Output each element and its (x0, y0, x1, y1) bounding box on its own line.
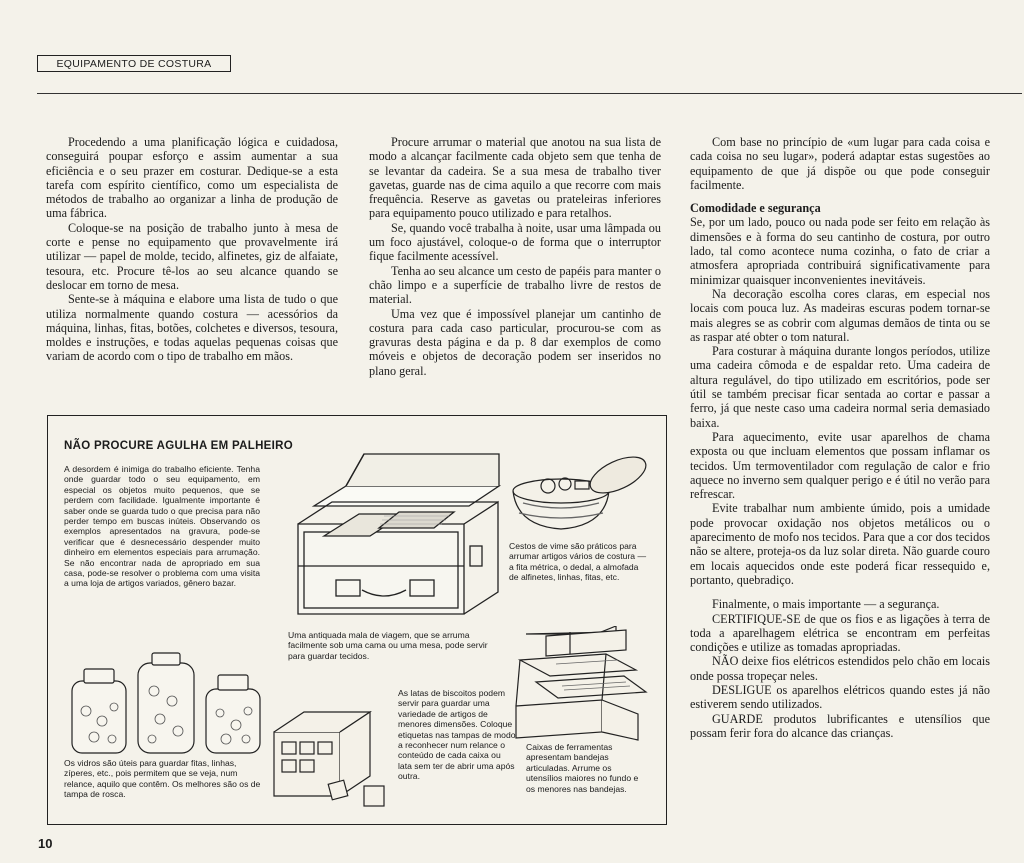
paragraph: Com base no princípio de «um lugar para cada coisa e cada coisa no seu lugar», poderá adaptar estas sugestões ao equipamento de que já dispõe ou que pode conseguir facilmente. (690, 135, 990, 192)
tip-box (47, 415, 667, 825)
header-rule (37, 93, 1022, 94)
paragraph: NÃO deixe fios elétricos estendidos pelo chão em locais onde possa tropeçar neles. (690, 654, 990, 683)
tins-caption: As latas de biscoitos podem servir para guardar uma variedade de artigos de menores dimensões. Coloque etiquetas nas tampas de modo a reconhecer num relance o conteúdo de cada caixa ou lata sem ter de abrir uma após outra. (398, 688, 516, 782)
text-column-1 (46, 135, 338, 364)
paragraph: Evite trabalhar num ambiente úmido, pois a umidade pode provocar oxidação nos objetos metálicos ou o aparecimento de mofo nos tecidos. Para que a cor dos tecidos não se altere, proteja-os da luz solar direta. Não guarde couro em locais aquecidos onde este poderá ficar ressequido e, portanto, quebradiço. (690, 501, 990, 587)
text-column-2 (369, 135, 661, 378)
paragraph: Para aquecimento, evite usar aparelhos de chama exposta ou que incluam elementos que possam inflamar os tecidos. Um termoventilador com regulação de calor e frio aquece no inverno sem qualquer perigo e é útil no verão para refrescar. (690, 429, 990, 502)
paragraph: Para costurar à máquina durante longos períodos, utilize uma cadeira cômoda e de espaldar reto. Uma cadeira de altura regulável, do tipo utilizado em escritórios, pode ser útil se também precisar ficar sentada ao cortar e passar a ferro, já que neste caso uma cadeira normal seria demasiado baixa. (690, 344, 990, 430)
tip-box-intro: A desordem é inimiga do trabalho eficiente. Tenha onde guardar todo o seu equipamento, em especial os objetos muito pequenos, que se perdem com facilidade. Igualmente importante é saber onde se guarda tudo o que precisa para não perder tempo em buscas inúteis. Observando os exemplos apresentados na gravura, pode-se verificar que é desnecessário despender muito dinheiro em elementos especiais para arrumação. Se não encontrar nada de apropriado em sua casa, pode-se resolver o problema com uma visita a uma loja de artigos variados, gênero bazar. (64, 464, 260, 589)
tip-box-title: NÃO PROCURE AGULHA EM PALHEIRO (64, 440, 293, 452)
paragraph: Se, por um lado, pouco ou nada pode ser feito em relação às dimensões e à forma do seu cantinho de costura, por outro lado, tal como acontece numa cozinha, o fato de criar a atmosfera apropriada contribuirá significativamente para minimizar quaisquer inconvenientes inevitáveis. (690, 215, 990, 287)
jars-caption: Os vidros são úteis para guardar fitas, linhas, zíperes, etc., pois permitem que se veja, num relance, aquilo que contêm. Os melhores são os de tampa de rosca. (64, 758, 261, 800)
paragraph: Coloque-se na posição de trabalho junto à mesa de corte e pense no equipamento que provavelmente irá utilizar — papel de molde, tecido, alfinetes, giz de alfaiate, tesoura, etc. Procure tê-los ao seu alcance quando se deslocar em torno de mesa. (46, 220, 338, 292)
paragraph: Procure arrumar o material que anotou na sua lista de modo a alcançar facilmente cada objeto sem que tenha de se levantar da cadeira. Se a sua mesa de trabalho tiver gavetas, guarde nas de cima aquilo a que recorre com mais frequência. Reserve as gavetas ou prateleiras inferiores para equipamento pouco utilizado e para retalhos. (369, 135, 661, 221)
trunk-caption: Uma antiquada mala de viagem, que se arruma facilmente sob uma cama ou uma mesa, pode servir para guardar tecidos. (288, 630, 488, 661)
paragraph: CERTIFIQUE-SE de que os fios e as ligações à terra de toda a aparelhagem elétrica se encontram em perfeitas condições e utilize as tomadas apropriadas. (690, 611, 990, 655)
paragraph: Na decoração escolha cores claras, em especial nos locais com pouca luz. As madeiras escuras podem tornar-se mais alegres se as cobrir com algumas demãos de tinta ou se as raspar até obter o tom natural. (690, 286, 990, 344)
toolbox-caption: Caixas de ferramentas apresentam bandejas articuladas. Arrume os utensílios maiores no fundo e os menores nas bandejas. (526, 742, 639, 794)
trunk-illustration (284, 446, 506, 626)
paragraph: Procedendo a uma planificação lógica e cuidadosa, conseguirá poupar esforço e assim aumentar a sua eficiência e o seu prazer em costurar. Dedique-se a esta tarefa com espírito científico, como um especialista de métodos de trabalho ao organizar a linha de produção de uma fábrica. (46, 135, 338, 221)
section-label: EQUIPAMENTO DE COSTURA (37, 55, 231, 72)
basket-caption: Cestos de vime são práticos para arrumar artigos vários de costura — a fita métrica, o dedal, a almofada de alfinetes, linhas, fitas, etc. (509, 541, 647, 583)
paragraph: Finalmente, o mais importante — a segurança. (712, 597, 940, 612)
paragraph: GUARDE produtos lubrificantes e utensílios que possam ferir fora do alcance das crianças. (690, 711, 990, 740)
subheading: Comodidade e segurança (690, 201, 821, 216)
paragraph: Tenha ao seu alcance um cesto de papéis para manter o chão limpo e a superfície de trabalho livre de restos de material. (369, 263, 661, 307)
paragraph: DESLIGUE os aparelhos elétricos quando estes já não estiverem sendo utilizados. (690, 682, 990, 712)
paragraph: Se, quando você trabalha à noite, usar uma lâmpada ou um foco ajustável, coloque-o de forma que o interruptor fique facilmente acessível. (369, 220, 661, 264)
paragraph: Sente-se à máquina e elabore uma lista de tudo o que utiliza normalmente quando costura — acessórios da máquina, linhas, fitas, botões, colchetes e diversos, tesoura, moldes e instruções, e todas aquelas pequenas coisas que variam de acordo com o tipo de trabalho em mãos. (46, 292, 338, 364)
jars-illustration (66, 651, 266, 759)
text-column-3 (690, 135, 990, 740)
toolbox-illustration (506, 626, 656, 741)
paragraph: Uma vez que é impossível planejar um cantinho de costura para cada caso particular, procurou-se com as gravuras desta página e da p. 8 dar exemplos de como móveis e objetos de decoração podem ser inseridos no plano geral. (369, 306, 661, 378)
page-number: 10 (38, 836, 53, 851)
tins-illustration (270, 686, 395, 816)
basket-illustration (503, 451, 653, 536)
